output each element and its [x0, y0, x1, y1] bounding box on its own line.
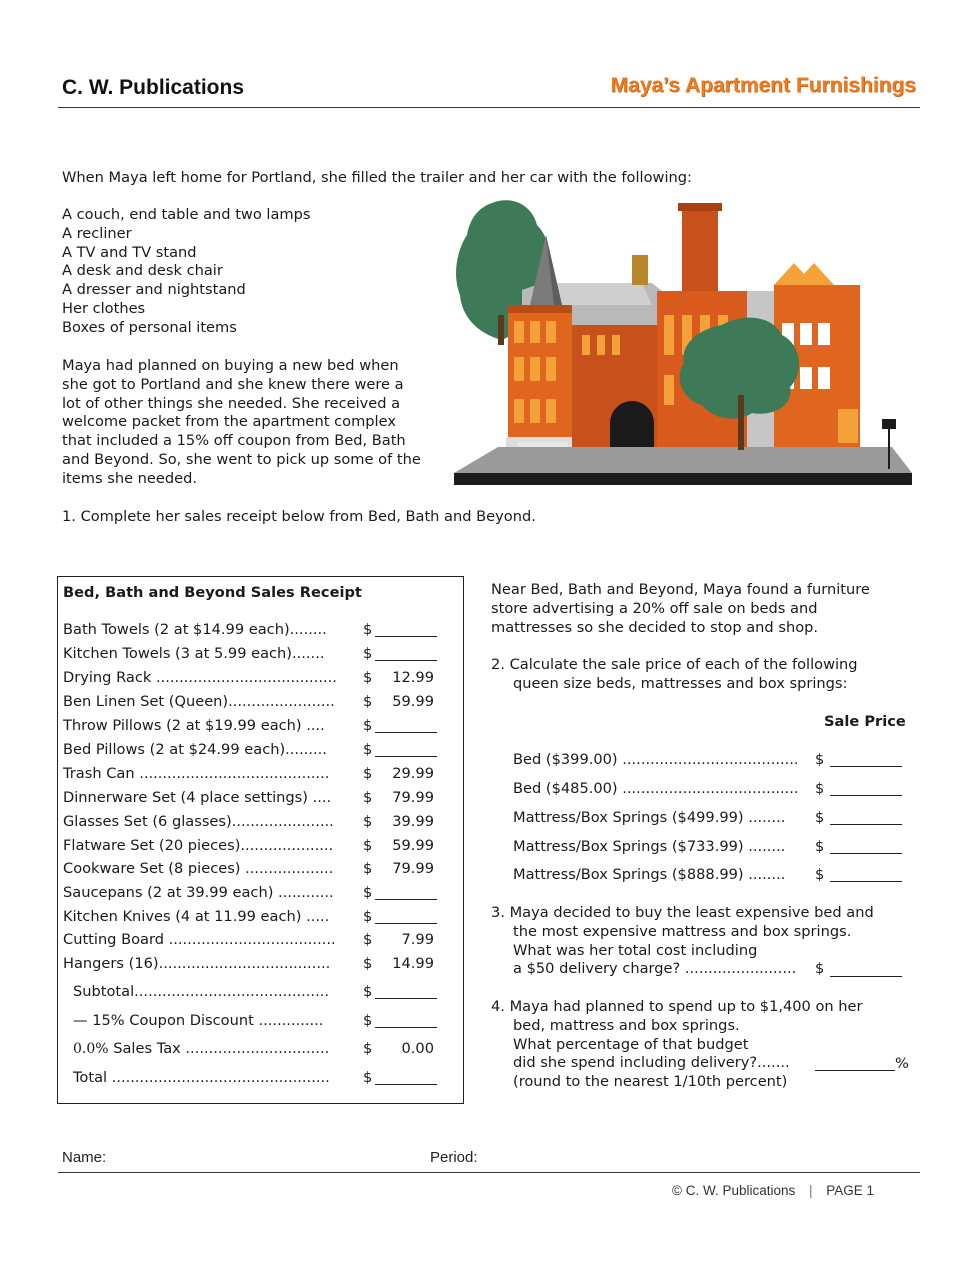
- sale-price-header: Sale Price: [824, 713, 906, 730]
- paragraph-line: Near Bed, Bath and Beyond, Maya found a furniture: [491, 581, 870, 598]
- question-line: 4. Maya had planned to spend up to $1,400 on her: [491, 998, 863, 1015]
- brought-items-list: [62, 206, 311, 338]
- paragraph-line: she got to Portland and she knew there were a: [62, 375, 404, 393]
- receipt-item-label: Cookware Set (8 pieces) ...................: [63, 860, 334, 877]
- amount-answer-blank[interactable]: [375, 660, 437, 661]
- receipt-row: [63, 765, 443, 785]
- question-line: bed, mattress and box springs.: [513, 1016, 740, 1034]
- amount-answer-blank[interactable]: [375, 899, 437, 900]
- receipt-amount: 59.99: [392, 693, 434, 710]
- question-line: did she spend including delivery?.......: [513, 1054, 790, 1072]
- receipt-row: [63, 669, 443, 689]
- amount-answer-blank[interactable]: [375, 923, 437, 924]
- paragraph-line: welcome packet from the apartment complex: [62, 413, 396, 431]
- receipt-row: [63, 931, 443, 951]
- furniture-store-intro: [491, 581, 870, 637]
- receipt-row: [63, 717, 443, 737]
- dollar-sign: $: [363, 741, 373, 758]
- page-number: PAGE 1: [826, 1183, 875, 1198]
- receipt-item-label: [73, 1040, 329, 1057]
- footer-copyright-line: [672, 1183, 874, 1198]
- sale-item-label: Mattress/Box Springs ($888.99) ........: [513, 866, 786, 883]
- dollar-sign: $: [363, 1012, 373, 1029]
- receipt-item-label: Subtotal..........................................: [73, 983, 329, 1000]
- sale-price-answer-blank[interactable]: [830, 766, 902, 767]
- paragraph-line: store advertising a 20% off sale on beds and: [491, 599, 818, 617]
- list-item: A couch, end table and two lamps: [62, 206, 311, 223]
- paragraph-line: lot of other things she needed. She received a: [62, 394, 401, 412]
- receipt-item-label: Drying Rack .......................................: [63, 669, 337, 686]
- dollar-sign: $: [363, 1040, 373, 1057]
- receipt-row: [63, 1040, 443, 1060]
- dollar-sign: $: [363, 837, 373, 854]
- receipt-row: [63, 837, 443, 857]
- list-item: A dresser and nightstand: [62, 281, 246, 299]
- question-line: (round to the nearest 1/10th percent): [513, 1073, 788, 1091]
- dollar-sign: $: [363, 908, 373, 925]
- question-line: 2. Calculate the sale price of each of the following: [491, 656, 858, 673]
- paragraph-line: that included a 15% off coupon from Bed, Bath: [62, 432, 406, 450]
- receipt-row: [63, 621, 443, 641]
- receipt-amount: 79.99: [392, 789, 434, 806]
- q3-dollar: $: [815, 960, 825, 977]
- receipt-item-label: Trash Can .........................................: [63, 765, 330, 782]
- receipt-item-label: Bed Pillows (2 at $24.99 each).........: [63, 741, 327, 758]
- sale-item-label: Mattress/Box Springs ($733.99) ........: [513, 838, 786, 855]
- sale-item-label: Mattress/Box Springs ($499.99) ........: [513, 809, 786, 826]
- dollar-sign: $: [363, 765, 373, 782]
- dollar-sign: $: [815, 751, 825, 768]
- dollar-sign: $: [363, 621, 373, 638]
- q3-answer-blank[interactable]: [830, 976, 902, 977]
- paragraph-line: and Beyond. So, she went to pick up some of the: [62, 450, 421, 468]
- receipt-row: [63, 789, 443, 809]
- story-paragraph: [62, 357, 421, 489]
- paragraph-line: Maya had planned on buying a new bed when: [62, 357, 399, 374]
- worksheet-title: Maya’s Apartment Furnishings: [610, 74, 916, 97]
- intro-opening: When Maya left home for Portland, she filled the trailer and her car with the following:: [62, 169, 692, 186]
- sale-price-row: [513, 780, 903, 800]
- amount-answer-blank[interactable]: [375, 1027, 437, 1028]
- sale-price-answer-blank[interactable]: [830, 853, 902, 854]
- question-line: the most expensive mattress and box springs.: [513, 922, 852, 940]
- copyright-text: © C. W. Publications: [672, 1183, 796, 1198]
- sale-price-row: [513, 809, 903, 829]
- question-line: 3. Maya decided to buy the least expensive bed and: [491, 904, 874, 921]
- dollar-sign: $: [363, 813, 373, 830]
- dollar-sign: $: [815, 866, 825, 883]
- list-item: Boxes of personal items: [62, 318, 237, 336]
- dollar-sign: $: [363, 789, 373, 806]
- dollar-sign: $: [363, 860, 373, 877]
- question-line: What was her total cost including: [513, 941, 758, 959]
- receipt-item-label: — 15% Coupon Discount ..............: [73, 1012, 324, 1029]
- sale-price-row: [513, 866, 903, 886]
- receipt-row: [63, 884, 443, 904]
- dollar-sign: $: [363, 931, 373, 948]
- amount-answer-blank[interactable]: [375, 756, 437, 757]
- sale-item-label: Bed ($399.00) ......................................: [513, 751, 799, 768]
- receipt-amount: 39.99: [392, 813, 434, 830]
- question-2: [491, 656, 858, 694]
- publisher-name: C. W. Publications: [62, 76, 245, 99]
- dollar-sign: $: [363, 884, 373, 901]
- footer-rule: [58, 1172, 920, 1173]
- receipt-amount: 14.99: [392, 955, 434, 972]
- dollar-sign: $: [363, 669, 373, 686]
- receipt-item-label-text: Sales Tax ...............................: [108, 1040, 330, 1057]
- receipt-row: [63, 813, 443, 833]
- receipt-item-label: Bath Towels (2 at $14.99 each)........: [63, 621, 327, 638]
- q4-answer-blank[interactable]: [815, 1070, 895, 1071]
- header-rule: [58, 107, 920, 108]
- sales-receipt: [57, 576, 464, 1104]
- receipt-row: [63, 983, 443, 1003]
- paragraph-line: mattresses so she decided to stop and shop.: [491, 618, 819, 636]
- amount-answer-blank[interactable]: [375, 636, 437, 637]
- sale-price-row: [513, 838, 903, 858]
- receipt-item-label: Kitchen Towels (3 at 5.99 each).......: [63, 645, 325, 662]
- period-label: Period:: [430, 1149, 478, 1166]
- sale-price-answer-blank[interactable]: [830, 795, 902, 796]
- list-item: A recliner: [62, 224, 132, 242]
- dollar-sign: $: [815, 838, 825, 855]
- question-line: What percentage of that budget: [513, 1035, 749, 1053]
- name-label: Name:: [62, 1149, 107, 1166]
- receipt-row: [63, 860, 443, 880]
- dollar-sign: $: [363, 717, 373, 734]
- paragraph-line: items she needed.: [62, 469, 198, 487]
- receipt-item-label: Throw Pillows (2 at $19.99 each) ....: [63, 717, 325, 734]
- q4-percent-sign: %: [895, 1055, 909, 1072]
- sale-item-label: Bed ($485.00) ......................................: [513, 780, 799, 797]
- receipt-item-label: Glasses Set (6 glasses)......................: [63, 813, 334, 830]
- receipt-item-label: Total ...............................................: [73, 1069, 330, 1086]
- apartment-building-illustration: [452, 195, 914, 487]
- receipt-row: [63, 955, 443, 975]
- amount-answer-blank[interactable]: [375, 732, 437, 733]
- sale-price-answer-blank[interactable]: [830, 881, 902, 882]
- receipt-amount: 29.99: [392, 765, 434, 782]
- receipt-item-label: Kitchen Knives (4 at 11.99 each) .....: [63, 908, 330, 925]
- list-item: A desk and desk chair: [62, 262, 223, 280]
- dollar-sign: $: [363, 983, 373, 1000]
- receipt-item-label: Dinnerware Set (4 place settings) ....: [63, 789, 332, 806]
- receipt-item-label: Ben Linen Set (Queen).......................: [63, 693, 335, 710]
- receipt-amount: 12.99: [392, 669, 434, 686]
- receipt-row: [63, 741, 443, 761]
- receipt-item-label: Saucepans (2 at 39.99 each) ............: [63, 884, 334, 901]
- question-4: [491, 998, 863, 1092]
- receipt-row: [63, 693, 443, 713]
- receipt-amount: 7.99: [401, 931, 434, 948]
- receipt-row: [63, 645, 443, 665]
- amount-answer-blank[interactable]: [375, 1084, 437, 1085]
- question-line: queen size beds, mattresses and box springs:: [513, 674, 848, 692]
- receipt-item-label: Flatware Set (20 pieces)....................: [63, 837, 334, 854]
- receipt-amount: 0.00: [401, 1040, 434, 1057]
- dollar-sign: $: [363, 955, 373, 972]
- dollar-sign: $: [815, 809, 825, 826]
- receipt-amount: 59.99: [392, 837, 434, 854]
- list-item: Her clothes: [62, 299, 146, 317]
- question-line: a $50 delivery charge? ........................: [513, 960, 797, 978]
- receipt-item-label: Cutting Board ....................................: [63, 931, 336, 948]
- receipt-row: [63, 908, 443, 928]
- sales-tax-rate: 0.0%: [73, 1041, 109, 1057]
- receipt-amount: 79.99: [392, 860, 434, 877]
- sale-price-answer-blank[interactable]: [830, 824, 902, 825]
- receipt-row: [63, 1069, 443, 1089]
- sale-price-row: [513, 751, 903, 771]
- list-item: A TV and TV stand: [62, 243, 197, 261]
- dollar-sign: $: [363, 1069, 373, 1086]
- dollar-sign: $: [363, 693, 373, 710]
- receipt-title: Bed, Bath and Beyond Sales Receipt: [63, 584, 362, 601]
- question-1: 1. Complete her sales receipt below from Bed, Bath and Beyond.: [62, 508, 536, 525]
- receipt-row: [63, 1012, 443, 1032]
- dollar-sign: $: [363, 645, 373, 662]
- amount-answer-blank[interactable]: [375, 998, 437, 999]
- receipt-item-label: Hangers (16).....................................: [63, 955, 331, 972]
- dollar-sign: $: [815, 780, 825, 797]
- footer-separator: |: [809, 1183, 813, 1198]
